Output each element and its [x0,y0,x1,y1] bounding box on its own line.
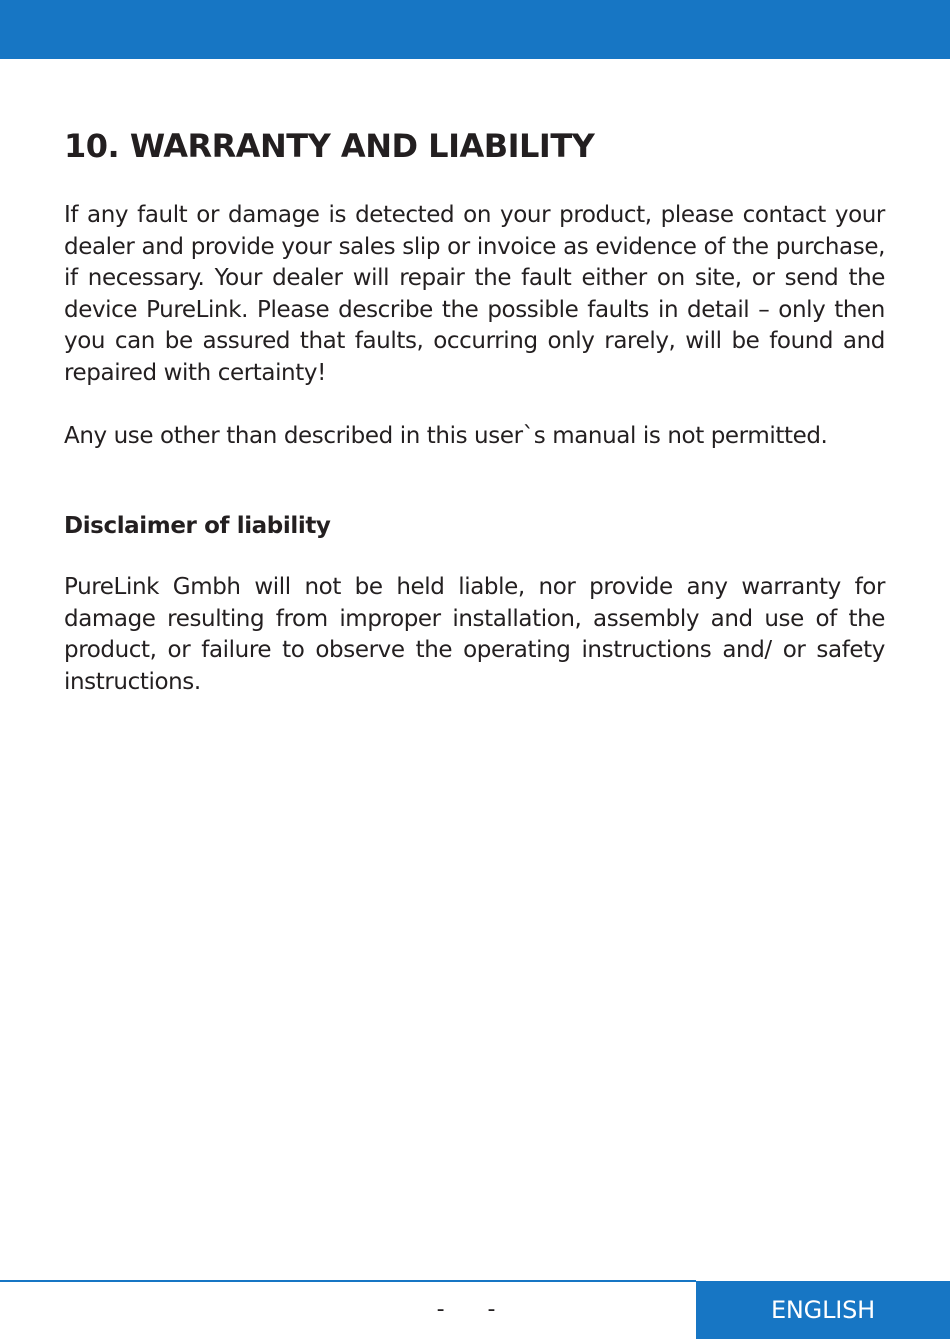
disclaimer-paragraph: PureLink Gmbh will not be held liable, nor provide any warranty for damage resulting from improper installation, assembly and use of the product, or failure to observe the operating instructions and/ or safety instructions. [64,574,885,695]
footer-divider [0,1280,696,1282]
page-number: - - [436,1297,514,1322]
usage-restriction-paragraph: Any use other than described in this user`s manual is not permitted. [64,422,828,449]
disclaimer-heading: Disclaimer of liability [64,513,331,540]
warranty-paragraph: If any fault or damage is detected on your product, please contact your dealer and provide your sales slip or invoice as evidence of the purchase, if necessary. Your dealer will repair the fault either on site, or send the device PureLink. Please describe the possible faults in detail – only then you can be assured that faults, occurring only rarely, will be found and repaired with certainty! [64,202,885,386]
page-content [64,124,885,699]
header-bar [0,0,950,59]
section-title: 10. WARRANTY AND LIABILITY [64,127,595,165]
language-tab [696,1281,950,1339]
language-label: ENGLISH [770,1296,876,1324]
